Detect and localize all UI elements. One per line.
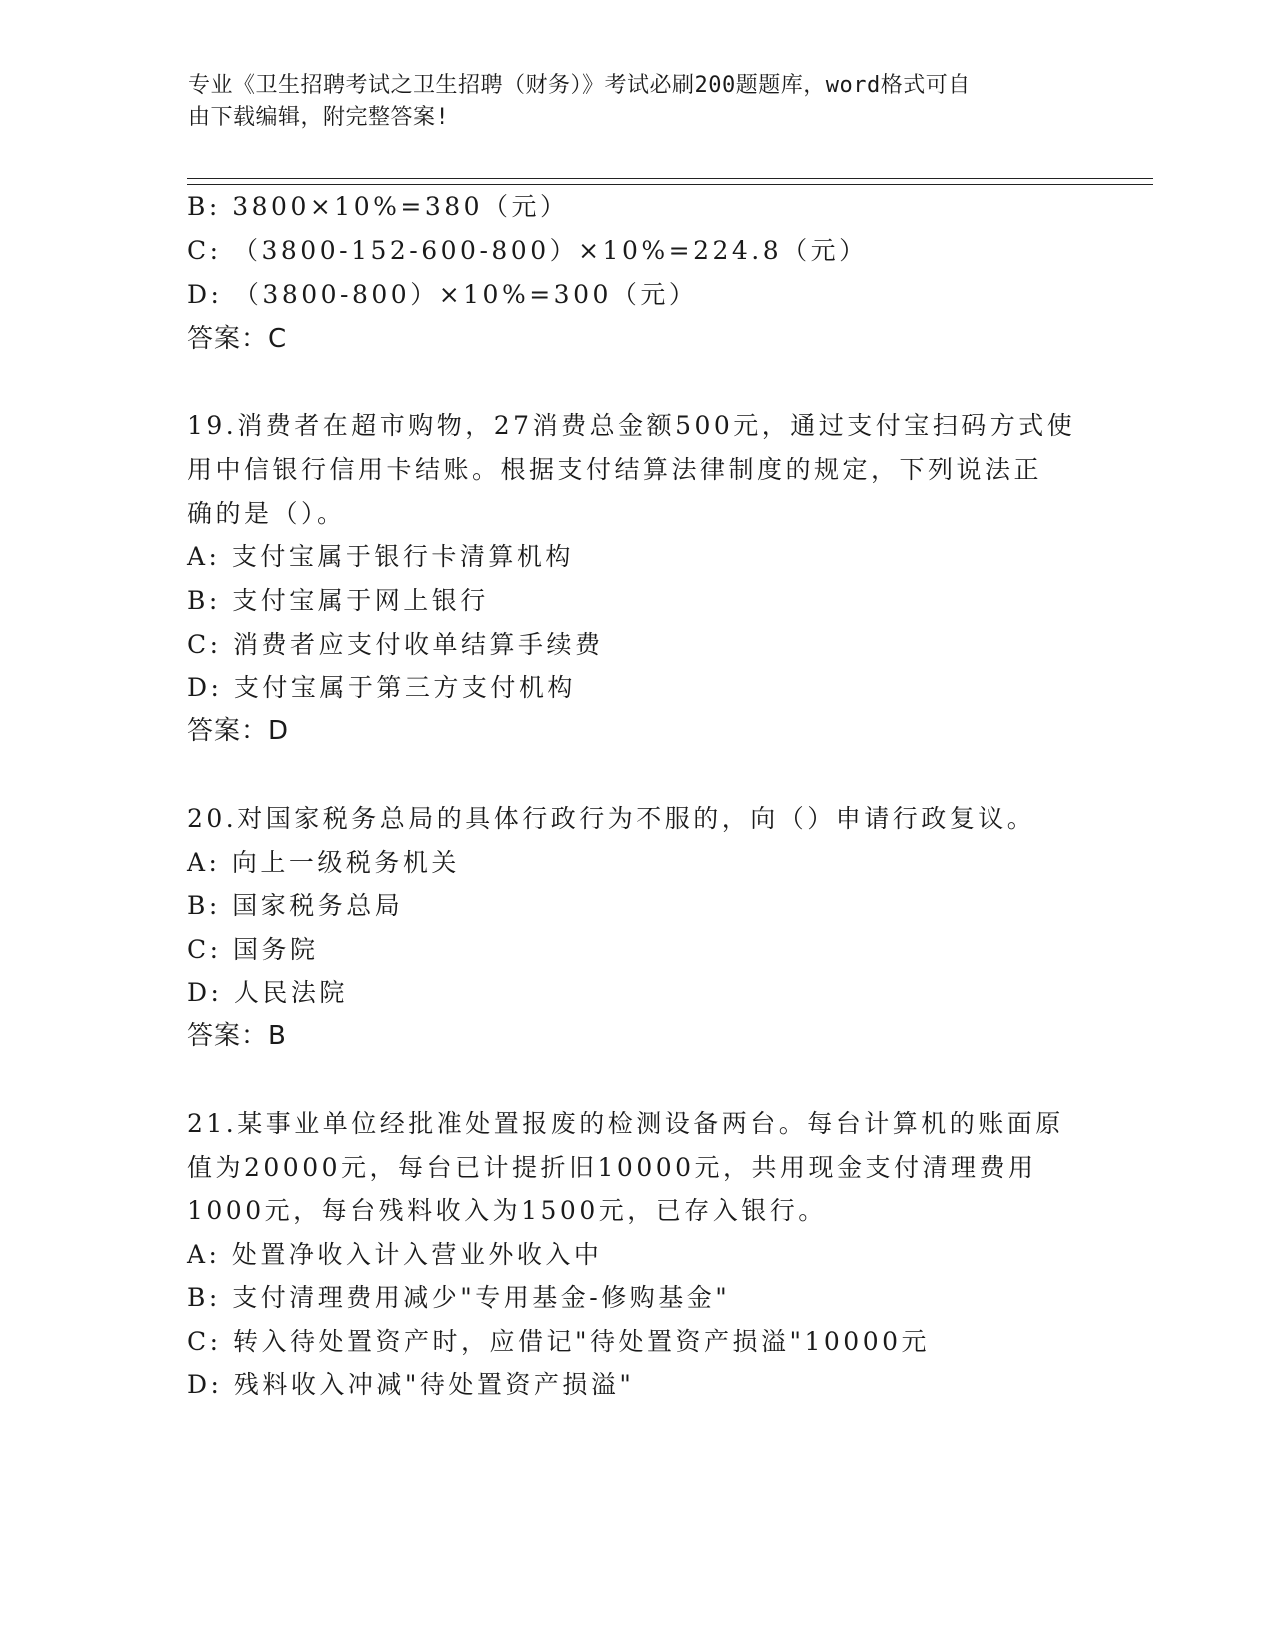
q19-option-c: C: 消费者应支付收单结算手续费 bbox=[187, 630, 604, 659]
q19-stem-line-2: 用中信银行信用卡结账。根据支付结算法律制度的规定，下列说法正 bbox=[187, 455, 1043, 484]
q21-option-c: C: 转入待处置资产时，应借记"待处置资产损溢"10000元 bbox=[187, 1327, 931, 1356]
q21-option-a: A: 处置净收入计入营业外收入中 bbox=[187, 1240, 603, 1269]
q19-stem-line-3: 确的是（）。 bbox=[187, 499, 346, 528]
q19-answer: 答案：D bbox=[187, 716, 290, 746]
q20-option-a: A: 向上一级税务机关 bbox=[187, 848, 460, 877]
prev-option-c: C: （3800-152-600-800）×10%=224.8（元） bbox=[187, 236, 868, 265]
header-line-1: 专业《卫生招聘考试之卫生招聘（财务）》考试必刷200题题库，word格式可自 bbox=[188, 73, 971, 98]
q19-stem-line-1: 19.消费者在超市购物，27消费总金额500元，通过支付宝扫码方式使 bbox=[187, 411, 1076, 440]
q21-stem-line-1: 21.某事业单位经批准处置报废的检测设备两台。每台计算机的账面原 bbox=[187, 1109, 1064, 1138]
q20-option-d: D: 人民法院 bbox=[187, 978, 348, 1007]
q21-option-d: D: 残料收入冲减"待处置资产损溢" bbox=[187, 1370, 635, 1399]
q20-option-b: B: 国家税务总局 bbox=[187, 891, 404, 920]
q20-option-c: C: 国务院 bbox=[187, 935, 319, 964]
q20-stem: 20.对国家税务总局的具体行政行为不服的，向（）申请行政复议。 bbox=[187, 804, 1036, 833]
header-divider bbox=[187, 178, 1153, 185]
header-line-2: 由下载编辑，附完整答案! bbox=[188, 105, 450, 130]
q21-stem-line-3: 1000元，每台残料收入为1500元，已存入银行。 bbox=[187, 1196, 827, 1225]
q21-option-b: B: 支付清理费用减少"专用基金-修购基金" bbox=[187, 1283, 731, 1312]
q19-option-d: D: 支付宝属于第三方支付机构 bbox=[187, 673, 576, 702]
prev-option-d: D: （3800-800）×10%=300（元） bbox=[187, 280, 698, 309]
prev-option-b: B: 3800×10%=380（元） bbox=[187, 192, 569, 221]
q19-option-b: B: 支付宝属于网上银行 bbox=[187, 586, 489, 615]
document-header bbox=[188, 70, 1068, 134]
q20-answer: 答案：B bbox=[187, 1021, 287, 1051]
q19-option-a: A: 支付宝属于银行卡清算机构 bbox=[187, 542, 574, 571]
q21-stem-line-2: 值为20000元，每台已计提折旧10000元，共用现金支付清理费用 bbox=[187, 1153, 1037, 1182]
prev-answer: 答案：C bbox=[187, 324, 288, 354]
